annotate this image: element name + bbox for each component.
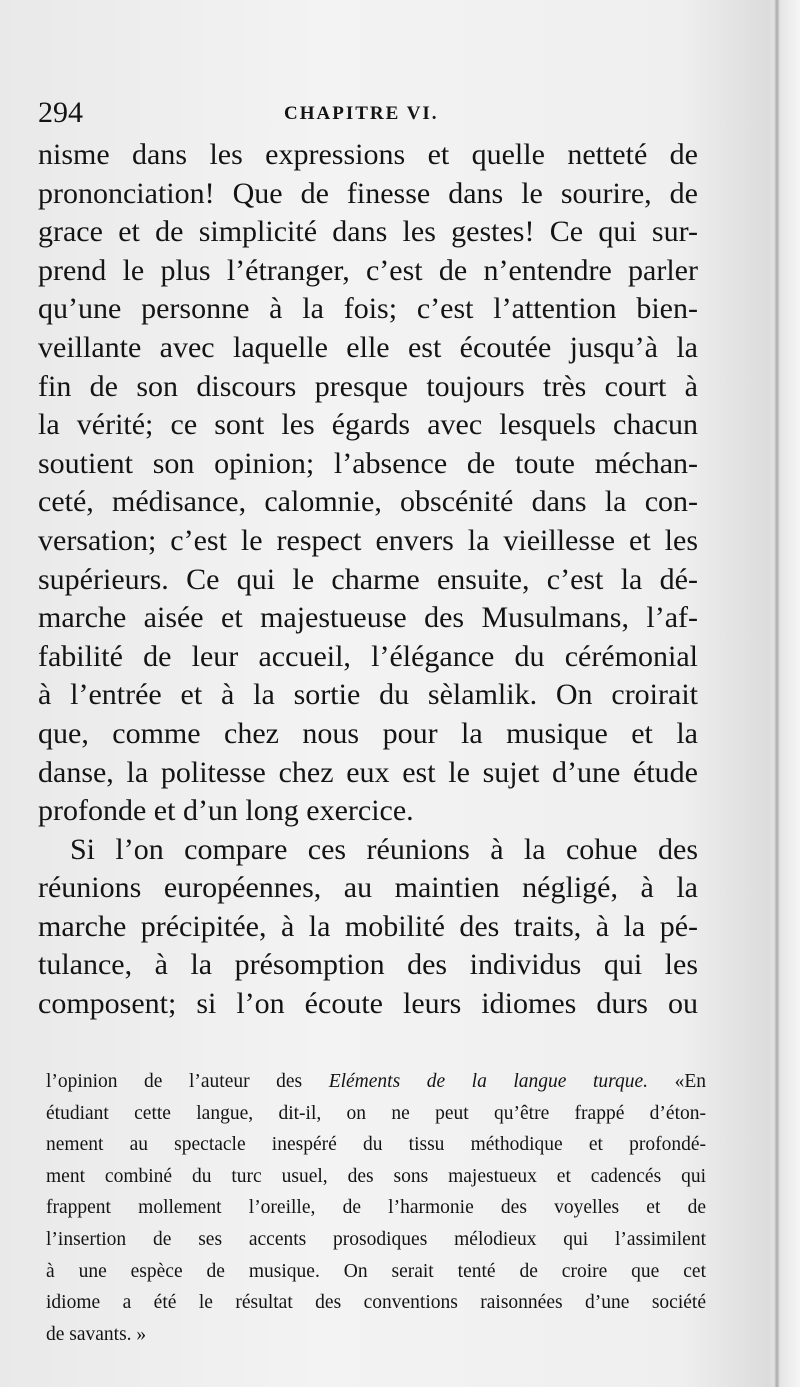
- body-line: grace et de simplicité dans les gestes! Ce qui sur-: [38, 215, 698, 249]
- body-line: nisme dans les expressions et quelle netteté de: [38, 138, 698, 171]
- body-line: la vérité; ce sont les égards avec lesquels chacun: [38, 408, 698, 442]
- body-line: prononciation! Que de finesse dans le sourire, de: [38, 176, 698, 210]
- footnote-line: [46, 1066, 706, 1098]
- body-line: que, comme chez nous pour la musique et la: [38, 716, 698, 750]
- body-line: danse, la politesse chez eux est le sujet d’une étude: [38, 755, 698, 789]
- footnote-text: l’opinion de l’auteur des: [46, 1071, 329, 1092]
- body-line: composent; si l’on écoute leurs idiomes durs ou: [38, 987, 698, 1021]
- running-head: CHAPITRE VI.: [284, 103, 439, 124]
- footnote-line: étudiant cette langue, dit-il, on ne peut qu’être frappé d’éton-: [46, 1102, 706, 1124]
- footnote-line: nement au spectacle inespéré du tissu méthodique et profondé-: [46, 1134, 706, 1156]
- body-line: soutient son opinion; l’absence de toute méchan-: [38, 446, 698, 480]
- footnote-line: de savants. »: [46, 1323, 147, 1345]
- body-line: marche aisée et majestueuse des Musulmans, l’af-: [38, 601, 698, 635]
- footnote: [46, 1066, 706, 1350]
- footnote-text: «En: [648, 1071, 707, 1092]
- page-number: 294: [38, 96, 83, 129]
- footnote-line: idiome a été le résultat des conventions raisonnées d’une société: [46, 1292, 706, 1314]
- body-line: marche précipitée, à la mobilité des traits, à la pé-: [38, 909, 698, 943]
- body-line: veillante avec laquelle elle est écoutée jusqu’à la: [38, 330, 698, 364]
- footnote-line: frappent mollement l’oreille, de l’harmonie des voyelles et de: [46, 1197, 706, 1219]
- footnote-line: ment combiné du turc usuel, des sons majestueux et cadencés qui: [46, 1165, 706, 1187]
- body-line: fabilité de leur accueil, l’élégance du cérémonial: [38, 639, 698, 673]
- page-gutter-shadow: [774, 0, 780, 1387]
- footnote-book-title: Eléments de la langue turque.: [328, 1071, 649, 1092]
- body-line: réunions européennes, au maintien négligé, à la: [38, 871, 698, 905]
- body-line: Si l’on compare ces réunions à la cohue des: [70, 832, 698, 866]
- body-text: [38, 136, 698, 1024]
- footnote-line: à une espèce de musique. On serait tenté de croire que cet: [46, 1260, 706, 1282]
- body-line: versation; c’est le respect envers la vieillesse et les: [38, 523, 698, 557]
- body-line: ceté, médisance, calomnie, obscénité dans la con-: [38, 485, 698, 519]
- body-line: prend le plus l’étranger, c’est de n’entendre parler: [38, 253, 698, 287]
- body-line: profonde et d’un long exercice.: [38, 794, 414, 828]
- body-line: qu’une personne à la fois; c’est l’attention bien-: [38, 292, 698, 326]
- body-line: tulance, à la présomption des individus qui les: [38, 948, 698, 982]
- body-line: à l’entrée et à la sortie du sèlamlik. On croirait: [38, 678, 698, 712]
- footnote-line: l’insertion de ses accents prosodiques mélodieux qui l’assimilent: [46, 1228, 706, 1250]
- body-line: fin de son discours presque toujours très court à: [38, 369, 698, 403]
- body-line: supérieurs. Ce qui le charme ensuite, c’est la dé-: [38, 562, 698, 596]
- page-header: [38, 96, 698, 130]
